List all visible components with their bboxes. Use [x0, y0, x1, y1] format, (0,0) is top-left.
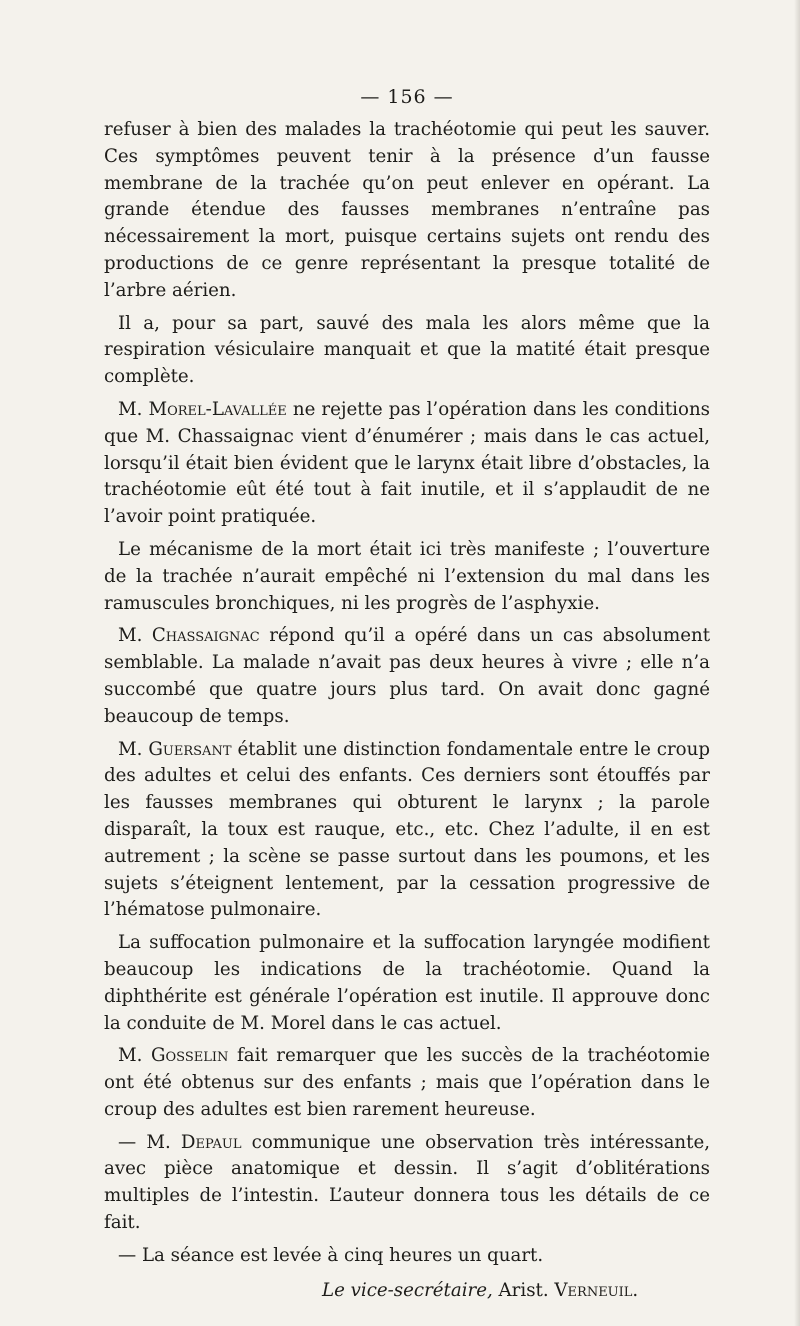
signature-name: Verneuil. — [554, 1279, 639, 1301]
paragraph-text: communique une observation très intéressante, avec pièce anatomique et dessin. Il s’agit d’oblitérations multiples de l’intestin. L’auteur donnera tous les détails de ce fait. — [104, 1131, 710, 1234]
paragraph-text: répond qu’il a opéré dans un cas absolument semblable. La malade n’avait pas deux heures à vivre ; elle n’a succombé que quatre jours plus tard. On avait donc gagné beaucoup de temps. — [104, 625, 710, 727]
speaker-name: Gosselin — [151, 1045, 229, 1067]
paragraph-text: fait remarquer que les succès de la trachéotomie ont été obtenus sur des enfants ; mais que l’opération dans le croup des adultes est bien rarement heureuse. — [104, 1045, 711, 1120]
speaker-name: Morel-Lavallée — [148, 398, 287, 420]
signature-name-prefix: Arist. — [492, 1279, 555, 1301]
speaker-name: Guersant — [148, 738, 232, 760]
speaker-prefix: M. — [118, 398, 149, 420]
paragraph-1: refuser à bien des malades la trachéotomie qui peut les sauver. Ces symptômes peuvent tenir à la présence d’un fausse membrane de la trachée qu’on peut enlever en opérant. La grande étendue des fausses membranes n’entraîne pas nécessairement la mort, puisque certains sujets ont rendu des productions de ce genre représentant la presque totalité de l’arbre aérien. — [104, 119, 710, 301]
paragraph-2: Il a, pour sa part, sauvé des mala les alors même que la respiration vésiculaire manquait et que la matité était presque complète. — [104, 312, 710, 388]
paragraph-3 — [104, 397, 710, 531]
paragraph-text: établit une distinction fondamentale entre le croup des adultes et celui des enfants. Ces derniers sont étouffés par les fausses membranes qui obturent le larynx ; la parole disparaît, la toux est rauque, etc., etc. Chez l’adulte, il en est autrement ; la scène se passe surtout dans les poumons, et les sujets s’éteignent lentement, par la cessation progressive de l’hématose pulmonaire. — [104, 738, 710, 921]
speaker-prefix: M. — [118, 738, 149, 760]
paragraph-7: La suffocation pulmonaire et la suffocation laryngée modifient beaucoup les indications de la trachéotomie. Quand la diphthérite est générale l’opération est inutile. Il approuve donc la conduite de M. Morel dans le cas actuel. — [104, 932, 710, 1034]
page-number: — 156 — — [360, 86, 454, 108]
speaker-prefix: M. — [118, 1045, 151, 1067]
page-edge — [794, 0, 800, 1326]
signature-line — [104, 1278, 710, 1304]
signature-title: Le vice-secrétaire, — [322, 1279, 493, 1301]
paragraph-5 — [104, 623, 710, 730]
speaker-prefix: — M. — [118, 1131, 181, 1153]
paragraph-9 — [104, 1130, 710, 1237]
paragraph-6 — [104, 737, 710, 925]
paragraph-4: Le mécanisme de la mort était ici très manifeste ; l’ouverture de la trachée n’aurait empêché ni l’extension du mal dans les ramuscules bronchiques, ni les progrès de l’asphyxie. — [104, 538, 710, 614]
paragraph-10: — La séance est levée à cinq heures un quart. — [118, 1244, 544, 1266]
speaker-name: Depaul — [180, 1131, 242, 1153]
paragraph-text: ne rejette pas l’opération dans les conditions que M. Chassaignac vient d’énumérer ; mais dans le cas actuel, lorsqu’il était bien évident que le larynx était libre d’obstacles, la trachéotomie eût été tout à fait inutile, et il s’applaudit de ne l’avoir point pratiquée. — [104, 398, 710, 528]
speaker-name: Chassaignac — [151, 625, 260, 647]
paragraph-8 — [104, 1043, 710, 1123]
document-page — [104, 84, 710, 1304]
speaker-prefix: M. — [118, 625, 152, 647]
